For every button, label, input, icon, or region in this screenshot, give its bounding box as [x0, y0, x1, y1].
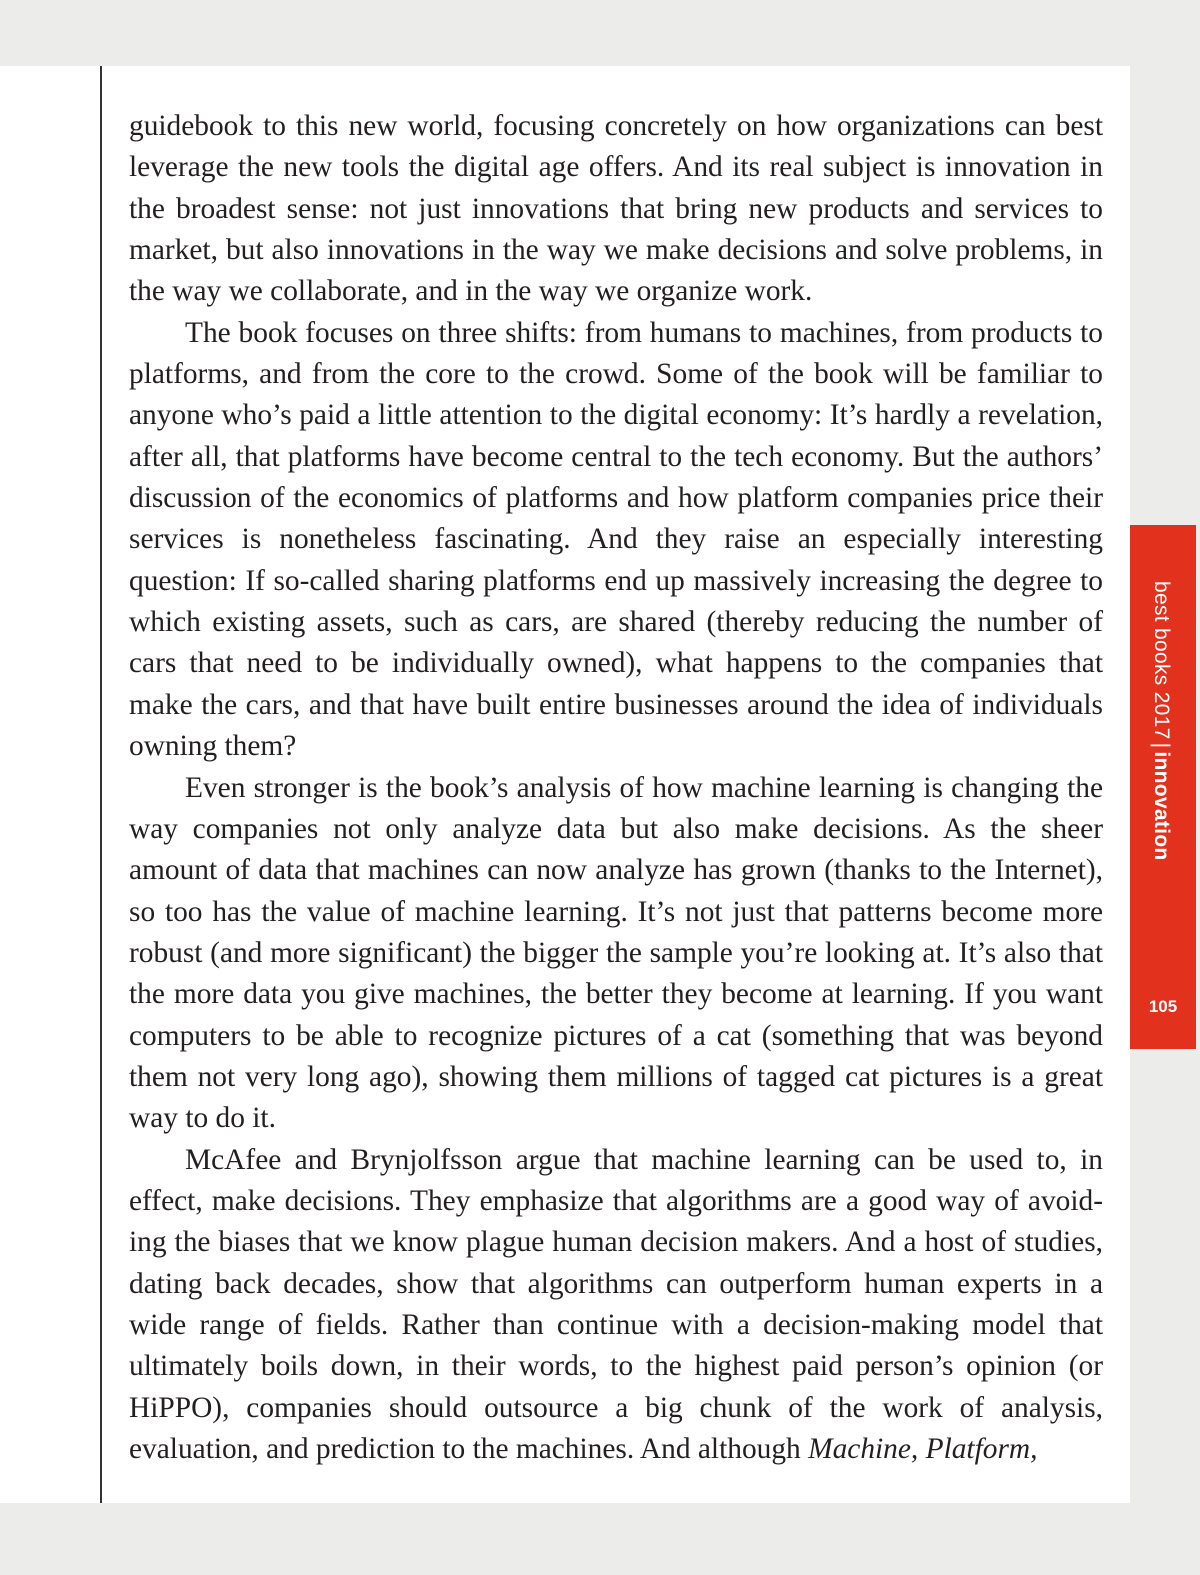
paragraph-1: guidebook to this new world, focusing concretely on how organizations can best leverage the new tools the digital age offers. And its real subject is innovation in the broadest sense: not just innovations that bring new products and services to market, but also innovations in the way we make decisions and solve problems, in the way we collaborate, and in the way we organize work.: [129, 110, 1103, 308]
series-label: best books 2017: [1150, 581, 1173, 740]
page-number: 105: [1148, 997, 1178, 1016]
paragraph-4-text: McAfee and Brynjolfsson argue that machine learning can be used to, in effect, make decisions. They emphasize that algorithms are a good way of avoiding the biases that we know plague human decision makers. And a host of studies, dating back decades, show that algorithms can outperform human experts in a wide range of fields. Rather than continue with a decision-making model that ultimately boils down, in their words, to the highest paid person’s opinion (or HiPPO), companies should outsource a big chunk of the work of analysis, evaluation, and prediction to the machines. And although: [129, 1143, 1103, 1465]
paragraph-2: The book focuses on three shifts: from humans to machines, from products to platforms, and from the core to the crowd. Some of the book will be familiar to anyone who’s paid a little attention to the digital economy: It’s hardly a revelation, after all, that platforms have become central to the tech economy. But the authors’ discussion of the economics of platforms and how platform companies price their services is nonetheless fascinating. And they raise an especially interesting question: If so-called sharing platforms end up massively increasing the degree to which existing assets, such as cars, are shared (thereby reducing the number of cars that need to be individually owned), what happens to the companies that make the cars, and that have built entire businesses around the idea of individuals owning them?: [129, 316, 1103, 763]
running-header: [1149, 581, 1173, 861]
body-text: [129, 106, 1103, 1470]
book-title-italic: Machine, Platform,: [808, 1433, 1038, 1465]
margin-rule: [100, 66, 102, 1503]
header-separator: |: [1150, 742, 1173, 749]
paragraph-4: [129, 1140, 1103, 1471]
paragraph-3: Even stronger is the book’s analysis of how machine learning is changing the way companies not only analyze data but also make decisions. As the sheer amount of data that machines can now analyze has grown (thanks to the Internet), so too has the value of machine learning. It’s not just that patterns become more robust (and more significant) the bigger the sample you’re looking at. It’s also that the more data you give machines, the better they become at learning. If you want computers to be able to recognize pictures of a cat (something that was beyond them not very long ago), showing them millions of tagged cat pictures is a great way to do it.: [129, 771, 1103, 1135]
section-tab: [1130, 525, 1196, 1049]
book-page: [0, 66, 1130, 1503]
section-label: innovation: [1150, 751, 1173, 861]
